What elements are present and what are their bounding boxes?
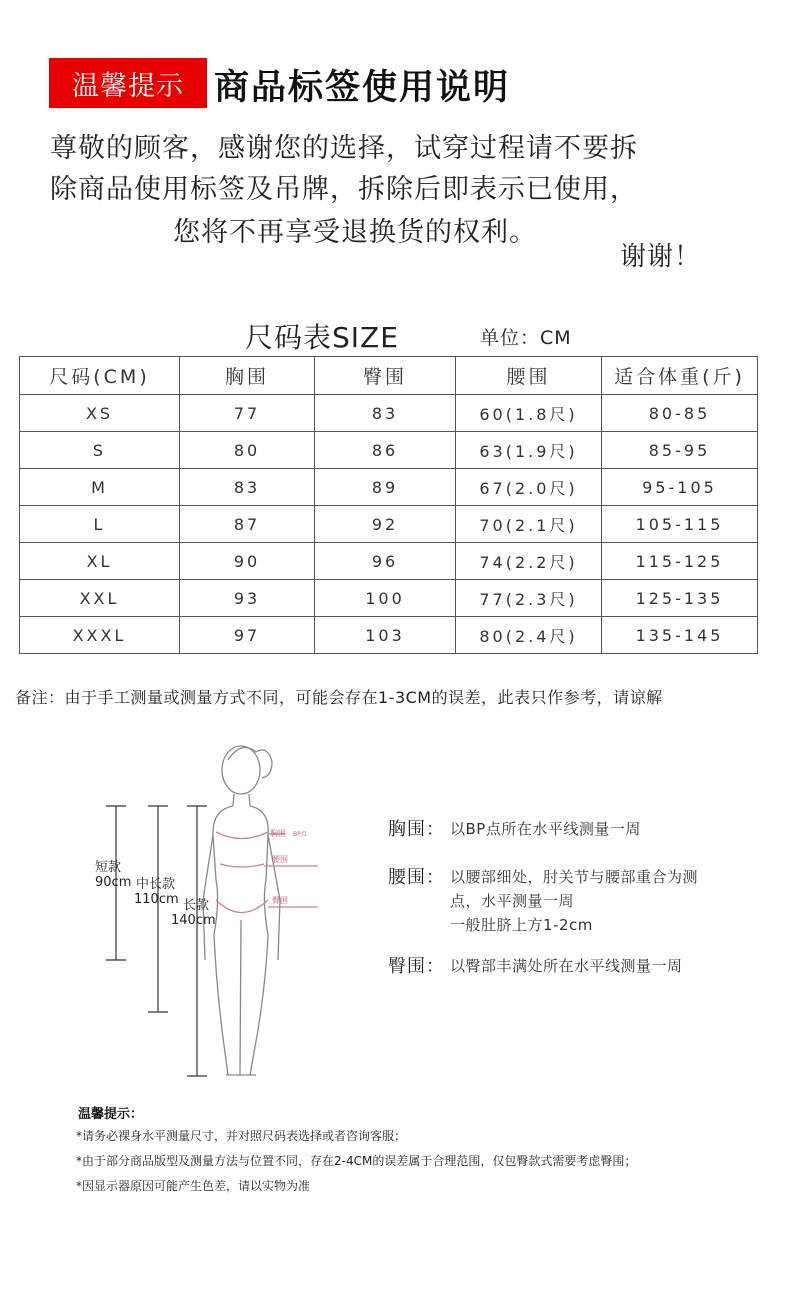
tip-item-3: *因显示器原因可能产生色差，请以实物为准	[76, 1179, 311, 1193]
long-length-name: 长款	[183, 898, 210, 913]
cell-hip: 96	[315, 543, 456, 580]
cell-weight: 105-115	[602, 506, 758, 543]
table-row	[20, 543, 758, 580]
table-row	[20, 580, 758, 617]
long-length-label	[171, 898, 216, 928]
short-length-value: 90cm	[95, 875, 132, 890]
tip-item-1: *请务必裸身水平测量尺寸，并对照尺码表选择或者咨询客服；	[76, 1129, 407, 1143]
table-row	[20, 432, 758, 469]
table-row	[20, 506, 758, 543]
chest-tag: 胸围	[270, 829, 286, 838]
cell-chest: 83	[180, 469, 315, 506]
waist-measure-line-3: 一般肚脐上方1-2cm	[450, 916, 593, 934]
cell-hip: 103	[315, 617, 456, 654]
long-length-value: 140cm	[171, 913, 216, 928]
chest-measure-text: 以BP点所在水平线测量一周	[450, 820, 641, 838]
thanks-text: 谢谢！	[620, 242, 702, 272]
remark-note: 备注：由于手工测量或测量方式不同，可能会存在1-3CM的误差，此表只作参考，请谅解	[15, 688, 663, 707]
notice-line-2: 除商品使用标签及吊牌，拆除后即表示已使用，	[50, 174, 638, 205]
tip-item-2: *由于部分商品版型及测量方法与位置不同，存在2-4CM的误差属于合理范围，仅包臀款式需要考虑臀围；	[76, 1154, 637, 1168]
cell-weight: 135-145	[602, 617, 758, 654]
cell-waist: 80(2.4尺)	[456, 617, 602, 654]
header-chest: 胸围	[180, 357, 315, 395]
tips-title: 温馨提示：	[78, 1107, 144, 1122]
table-row	[20, 617, 758, 654]
cell-chest: 93	[180, 580, 315, 617]
cell-chest: 90	[180, 543, 315, 580]
unit-label: 单位：CM	[480, 327, 572, 349]
cell-hip: 100	[315, 580, 456, 617]
cell-chest: 87	[180, 506, 315, 543]
cell-size: XS	[20, 395, 180, 432]
notice-line-3: 您将不再享受退换货的权利。	[173, 217, 537, 248]
chest-measure-label: 胸围：	[388, 819, 445, 840]
header-size: 尺码(CM)	[20, 357, 180, 395]
waist-tag: 腰围	[272, 855, 288, 864]
notice-badge: 温馨提示	[49, 58, 207, 108]
size-table	[19, 356, 758, 654]
notice-line-1: 尊敬的顾客，感谢您的选择，试穿过程请不要拆	[50, 133, 638, 164]
cell-waist: 60(1.8尺)	[456, 395, 602, 432]
cell-weight: 115-125	[602, 543, 758, 580]
short-length-label	[95, 860, 131, 890]
cell-size: M	[20, 469, 180, 506]
table-row	[20, 395, 758, 432]
cell-waist: 74(2.2尺)	[456, 543, 602, 580]
cell-waist: 63(1.9尺)	[456, 432, 602, 469]
waist-measure-line-2: 点，水平测量一周	[450, 892, 575, 910]
header-waist: 腰围	[456, 357, 602, 395]
cell-weight: 85-95	[602, 432, 758, 469]
cell-chest: 80	[180, 432, 315, 469]
hip-measure-label: 臀围：	[388, 956, 445, 977]
cell-weight: 95-105	[602, 469, 758, 506]
waist-measure-label: 腰围：	[388, 867, 445, 888]
cell-waist: 77(2.3尺)	[456, 580, 602, 617]
mid-length-value: 110cm	[134, 892, 179, 907]
header-title: 商品标签使用说明	[214, 68, 511, 108]
bp-tag: BP点	[293, 831, 307, 838]
cell-waist: 67(2.0尺)	[456, 469, 602, 506]
waist-measure-line-1: 以腰部细处，肘关节与腰部重合为测	[450, 868, 699, 886]
hip-tag: 臀围	[272, 896, 288, 905]
cell-hip: 83	[315, 395, 456, 432]
header-hip: 臀围	[315, 357, 456, 395]
cell-hip: 92	[315, 506, 456, 543]
mid-length-ruler	[148, 806, 168, 1012]
cell-chest: 97	[180, 617, 315, 654]
mid-length-name: 中长款	[136, 877, 176, 892]
cell-chest: 77	[180, 395, 315, 432]
table-row	[20, 469, 758, 506]
cell-size: XXL	[20, 580, 180, 617]
header-weight: 适合体重(斤)	[602, 357, 758, 395]
table-header-row	[20, 357, 758, 395]
cell-hip: 86	[315, 432, 456, 469]
hip-measure-text: 以臀部丰满处所在水平线测量一周	[450, 957, 683, 975]
cell-size: S	[20, 432, 180, 469]
short-length-name: 短款	[95, 860, 122, 875]
cell-hip: 89	[315, 469, 456, 506]
cell-size: L	[20, 506, 180, 543]
cell-size: XXXL	[20, 617, 180, 654]
cell-size: XL	[20, 543, 180, 580]
cell-weight: 125-135	[602, 580, 758, 617]
size-table-title: 尺码表SIZE	[245, 321, 399, 354]
cell-waist: 70(2.1尺)	[456, 506, 602, 543]
cell-weight: 80-85	[602, 395, 758, 432]
